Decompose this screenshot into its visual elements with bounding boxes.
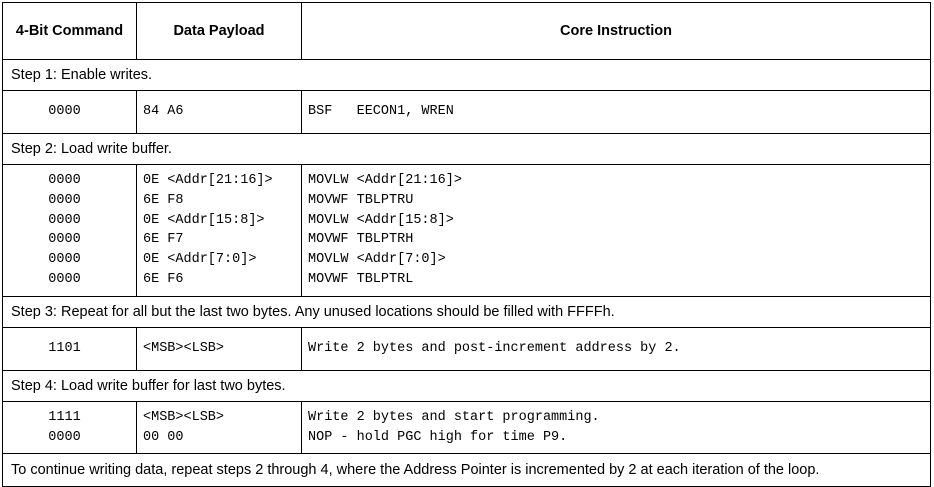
payload-value: 6E F7 (143, 232, 184, 248)
command-value: 0000 (48, 212, 81, 228)
instruction-value: MOVWF TBLPTRH (308, 232, 414, 248)
instruction-value: BSF EECON1, WREN (308, 104, 454, 120)
footer-note: To continue writing data, repeat steps 2 through 4, where the Address Pointer is incremented by 2 at each iteration of the loop. (3, 454, 931, 487)
table-row (3, 91, 931, 134)
command-value: 0000 (48, 429, 81, 445)
command-value: 1111 (48, 409, 81, 425)
instruction-value: MOVLW <Addr[15:8]> (308, 212, 454, 228)
payload-value: <MSB><LSB> (143, 409, 225, 425)
header-payload: Data Payload (137, 3, 302, 60)
payload-value: 84 A6 (143, 104, 184, 120)
command-value: 1101 (48, 340, 81, 356)
command-cell (3, 91, 137, 134)
instruction-value: MOVLW <Addr[7:0]> (308, 252, 446, 268)
command-cell (3, 165, 137, 297)
payload-cell (137, 401, 302, 454)
payload-value: 0E <Addr[21:16]> (143, 173, 273, 188)
step-row (3, 60, 931, 91)
table-row (3, 165, 931, 297)
command-cell (3, 401, 137, 454)
step-row (3, 134, 931, 165)
step-title: Step 3: Repeat for all but the last two bytes. Any unused locations should be filled with FFFFh. (3, 296, 931, 327)
command-value: 0000 (48, 192, 81, 208)
step-title: Step 2: Load write buffer. (3, 134, 931, 165)
command-value: 0000 (48, 271, 81, 287)
payload-cell (137, 327, 302, 370)
payload-value: <MSB><LSB> (143, 340, 225, 356)
payload-cell (137, 91, 302, 134)
command-value: 0000 (48, 104, 81, 120)
payload-value: 0E <Addr[7:0]> (143, 252, 257, 268)
payload-value: 6E F6 (143, 271, 184, 287)
step-title: Step 4: Load write buffer for last two bytes. (3, 370, 931, 401)
step-row (3, 370, 931, 401)
instruction-cell (302, 165, 931, 297)
instruction-value: MOVWF TBLPTRL (308, 271, 414, 287)
instruction-cell (302, 327, 931, 370)
step-title: Step 1: Enable writes. (3, 60, 931, 91)
instruction-cell (302, 91, 931, 134)
note-row (3, 454, 931, 487)
command-value: 0000 (48, 173, 81, 188)
instruction-value: NOP - hold PGC high for time P9. (308, 429, 568, 445)
step-row (3, 296, 931, 327)
instruction-value: Write 2 bytes and start programming. (308, 409, 600, 425)
header-row (3, 3, 931, 60)
command-value: 0000 (48, 252, 81, 268)
instruction-value: MOVLW <Addr[21:16]> (308, 173, 462, 188)
payload-value: 6E F8 (143, 192, 184, 208)
instruction-cell (302, 401, 931, 454)
table-row (3, 401, 931, 454)
payload-value: 0E <Addr[15:8]> (143, 212, 265, 228)
write-sequence-table (2, 2, 931, 487)
command-value: 0000 (48, 232, 81, 248)
instruction-value: MOVWF TBLPTRU (308, 192, 414, 208)
table-row (3, 327, 931, 370)
header-instruction: Core Instruction (302, 3, 931, 60)
payload-value: 00 00 (143, 429, 184, 445)
command-cell (3, 327, 137, 370)
header-command: 4-Bit Command (3, 3, 137, 60)
instruction-value: Write 2 bytes and post-increment address by 2. (308, 340, 681, 356)
payload-cell (137, 165, 302, 297)
